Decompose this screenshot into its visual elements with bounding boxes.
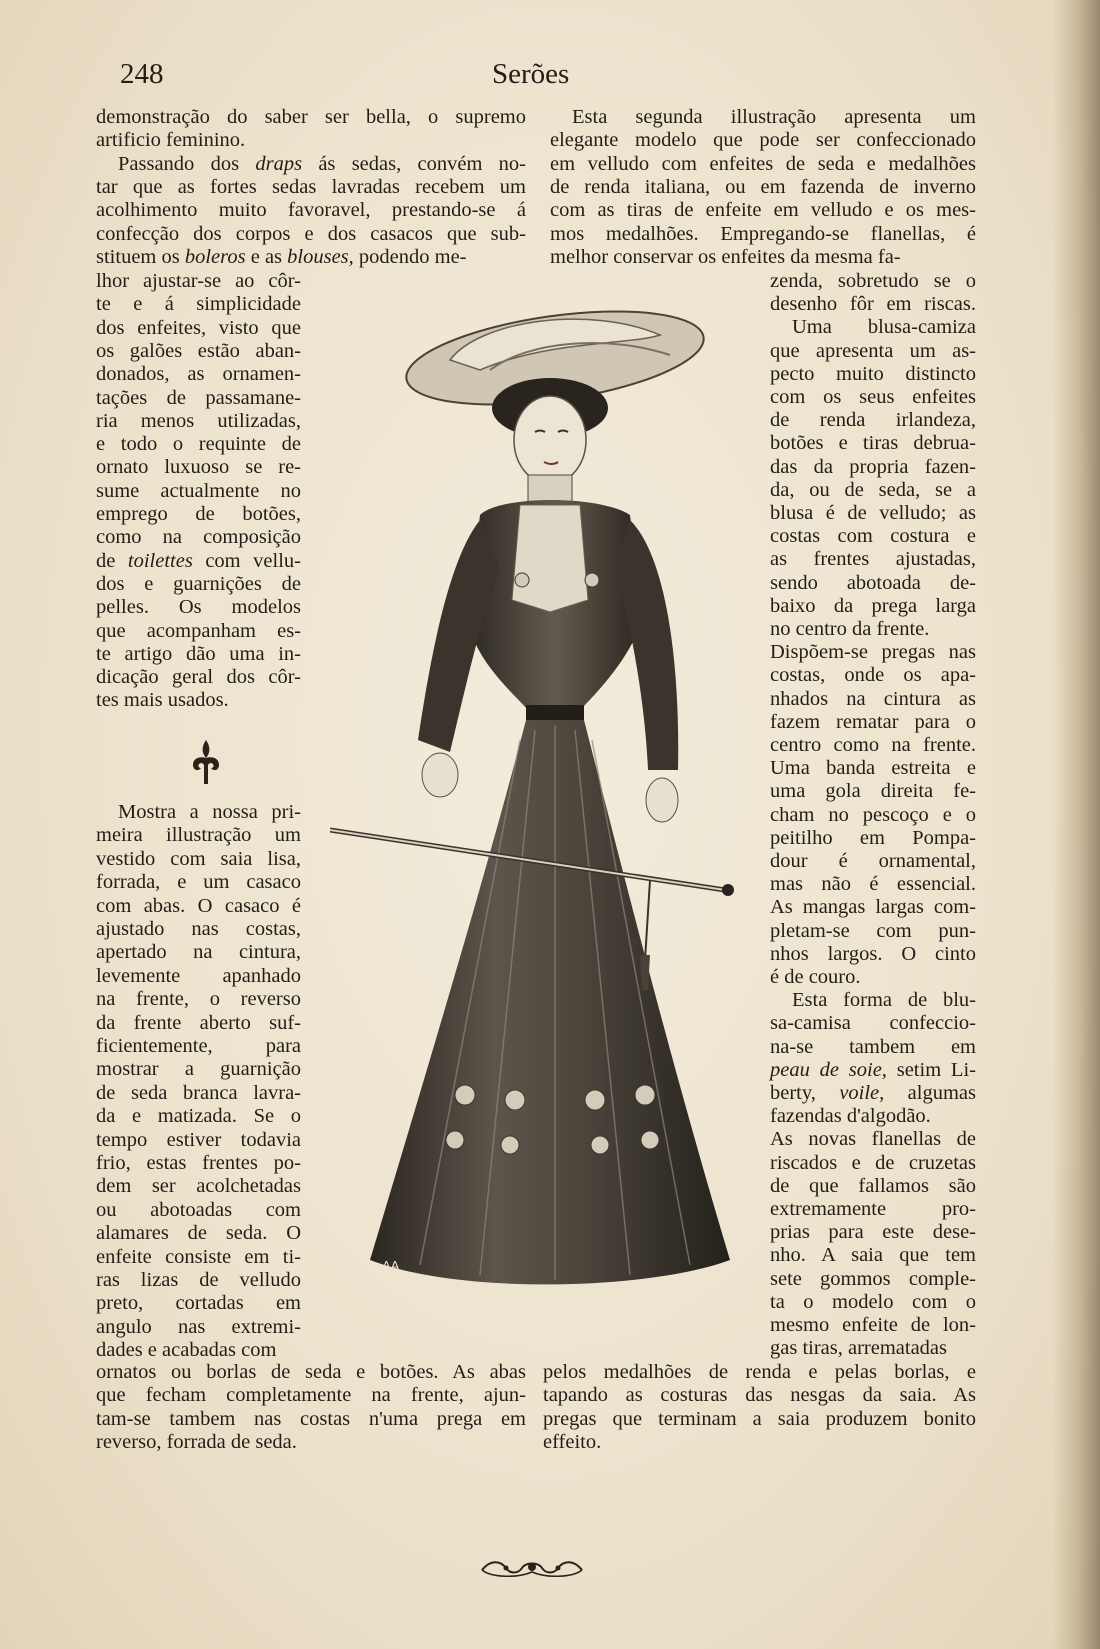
text-line: acolhimento muito favoravel, prestando-se á — [96, 199, 526, 222]
text-line: e todo o requinte de — [96, 433, 301, 456]
text-line: tapando as costuras das nesgas da saia. As — [543, 1384, 976, 1407]
text-line: tempo estiver todavia — [96, 1128, 301, 1151]
text-line: de seda branca lavra- — [96, 1081, 301, 1104]
text-line: sume actualmente no — [96, 479, 301, 502]
text-line: ornatos ou borlas de seda e botões. As abas — [96, 1361, 526, 1383]
text-line: uma gola direita fe- — [770, 780, 976, 803]
text-line: da e matizada. Se o — [96, 1105, 301, 1128]
text-line: peau de soie, setim Li- — [770, 1058, 976, 1081]
text-line: tações de passamane- — [96, 386, 301, 409]
text-line: Esta segunda illustração apresenta um — [572, 106, 976, 128]
text-line: ficientemente, para — [96, 1035, 301, 1057]
text-line: effeito. — [543, 1430, 602, 1453]
text-line: na frente, o reverso — [96, 988, 301, 1011]
text-line: tar que as fortes sedas lavradas recebem um — [96, 175, 526, 198]
text-line: de renda irlandeza, — [770, 409, 976, 432]
text-line: dour é ornamental, — [770, 850, 976, 872]
text-line: meira illustração um — [96, 824, 301, 847]
text-line: costas com costura e — [770, 525, 976, 548]
text-line: centro como na frente. — [770, 734, 976, 756]
text-line: tam-se tambem nas costas n'uma prega em — [96, 1407, 526, 1430]
text-line: mesmo enfeite de lon- — [770, 1314, 976, 1336]
text-line: extremamente pro- — [770, 1198, 976, 1220]
text-line: em velludo com enfeites de seda e medalhões — [550, 152, 976, 175]
text-line: sa-camisa confeccio- — [770, 1012, 976, 1035]
text-line: ta o modelo com o — [770, 1290, 976, 1313]
text-line: ria menos utilizadas, — [96, 409, 301, 432]
text-line: Uma blusa-camiza — [792, 316, 976, 339]
text-line: na-se tambem em — [770, 1035, 976, 1058]
text-line: sendo abotoada de- — [770, 571, 976, 594]
text-line: dos enfeites, visto que — [96, 316, 301, 339]
text-line: as frentes ajustadas, — [770, 548, 976, 571]
text-line: levemente apanhado — [96, 964, 301, 987]
text-line: nhos largos. O cinto — [770, 942, 976, 965]
text-line: dicação geral dos côr- — [96, 666, 301, 689]
text-line: que fecham completamente na frente, ajun- — [96, 1384, 526, 1407]
text-line: Uma banda estreita e — [770, 757, 976, 780]
text-line: pelles. Os modelos — [96, 596, 301, 619]
text-line: pelos medalhões de renda e pelas borlas, e — [543, 1361, 976, 1383]
text-line: vestido com saia lisa, — [96, 847, 301, 870]
text-line: que acompanham es- — [96, 619, 301, 642]
running-title: Serões — [492, 58, 570, 90]
text-line: forrada, e um casaco — [96, 871, 301, 894]
book-spine-shadow — [1052, 0, 1100, 1649]
text-line: stituem os boleros e as blouses, podendo me- — [96, 245, 467, 268]
text-line: demonstração do saber ser bella, o supremo — [96, 106, 526, 128]
text-line: zenda, sobretudo se o — [770, 270, 976, 292]
text-line: de renda italiana, ou em fazenda de inverno — [550, 175, 976, 198]
text-line: fazendas d'algodão. — [770, 1105, 931, 1128]
text-line: com os seus enfeites — [770, 386, 976, 408]
text-line: nhados na cintura as — [770, 687, 976, 710]
text-line: desenho fôr em riscas. — [770, 293, 976, 316]
text-line: blusa é de velludo; as — [770, 502, 976, 524]
text-line: Passando dos draps ás sedas, convém no- — [118, 152, 526, 175]
page-number: 248 — [120, 58, 164, 90]
scroll-ornament-icon — [478, 1556, 586, 1580]
text-line: riscados e de cruzetas — [770, 1151, 976, 1174]
text-line: nho. A saia que tem — [770, 1244, 976, 1267]
text-line: Mostra a nossa pri- — [118, 801, 301, 823]
text-line: elegante modelo que pode ser confeccionado — [550, 129, 976, 152]
text-line: As mangas largas com- — [770, 896, 976, 919]
text-line: apertado na cintura, — [96, 941, 301, 964]
text-line: mostrar a guarnição — [96, 1058, 301, 1081]
text-line: pregas que terminam a saia produzem bonito — [543, 1407, 976, 1430]
text-line: te artigo dão uma in- — [96, 642, 301, 665]
text-line: da, ou de seda, se a — [770, 478, 976, 501]
text-line: confecção dos corpos e dos casacos que sub- — [96, 222, 526, 245]
text-line: preto, cortadas em — [96, 1292, 301, 1315]
text-line: no centro da frente. — [770, 618, 930, 640]
text-line: melhor conservar os enfeites da mesma fa- — [550, 245, 901, 268]
text-line: de toilettes com vellu- — [96, 549, 301, 572]
text-line: das da propria fazen- — [770, 455, 976, 478]
text-line: enfeite consiste em ti- — [96, 1245, 301, 1268]
text-line: ajustado nas costas, — [96, 918, 301, 940]
text-line: mas não é essencial. — [770, 873, 976, 896]
text-line: ornato luxuoso se re- — [96, 456, 301, 479]
text-line: pecto muito distincto — [770, 362, 976, 385]
text-line: fazem rematar para o — [770, 710, 976, 733]
text-line: peitilho em Pompa- — [770, 826, 976, 849]
text-line: é de couro. — [770, 966, 861, 988]
text-line: ras lizas de velludo — [96, 1269, 301, 1291]
text-line: da frente aberto suf- — [96, 1011, 301, 1034]
text-line: ou abotoadas com — [96, 1198, 301, 1221]
text-line: artificio feminino. — [96, 129, 246, 152]
text-line: angulo nas extremi- — [96, 1315, 301, 1338]
text-line: dem ser acolchetadas — [96, 1175, 301, 1198]
text-line: cham no pescoço e o — [770, 803, 976, 826]
text-line: prias para este dese- — [770, 1221, 976, 1244]
text-line: emprego de botões, — [96, 503, 301, 525]
text-line: de que fallamos são — [770, 1174, 976, 1197]
text-line: botões e tiras debrua- — [770, 432, 976, 455]
text-line: pletam-se com pun- — [770, 919, 976, 942]
text-line: dades e acabadas com — [96, 1339, 277, 1362]
text-line: os galões estão aban- — [96, 339, 301, 362]
text-line: alamares de seda. O — [96, 1222, 301, 1245]
text-line: como na composição — [96, 526, 301, 549]
text-line: dos e guarnições de — [96, 572, 301, 595]
text-line: com as tiras de enfeite em velludo e os mes- — [550, 199, 976, 222]
text-line: costas, onde os apa- — [770, 664, 976, 687]
fleuron-icon — [188, 738, 224, 786]
text-line: tes mais usados. — [96, 689, 229, 712]
text-line: te e á simplicidade — [96, 293, 301, 316]
text-line: gas tiras, arrematadas — [770, 1337, 948, 1360]
text-line: As novas flanellas de — [770, 1128, 976, 1151]
artist-signature: AA — [382, 1258, 400, 1273]
fashion-illustration — [330, 300, 800, 1390]
text-line: sete gommos comple- — [770, 1267, 976, 1290]
text-line: Esta forma de blu- — [792, 989, 976, 1012]
text-line: donados, as ornamen- — [96, 363, 301, 386]
text-line: com abas. O casaco é — [96, 894, 301, 917]
text-line: reverso, forrada de seda. — [96, 1430, 297, 1453]
text-line: baixo da prega larga — [770, 594, 976, 617]
text-line: mos medalhões. Empregando-se flanellas, é — [550, 222, 976, 245]
text-line: lhor ajustar-se ao côr- — [96, 270, 301, 292]
text-line: frio, estas frentes po- — [96, 1152, 301, 1174]
text-line: Dispõem-se pregas nas — [770, 641, 976, 664]
text-line: que apresenta um as- — [770, 339, 976, 362]
text-line: berty, voile, algumas — [770, 1082, 976, 1104]
